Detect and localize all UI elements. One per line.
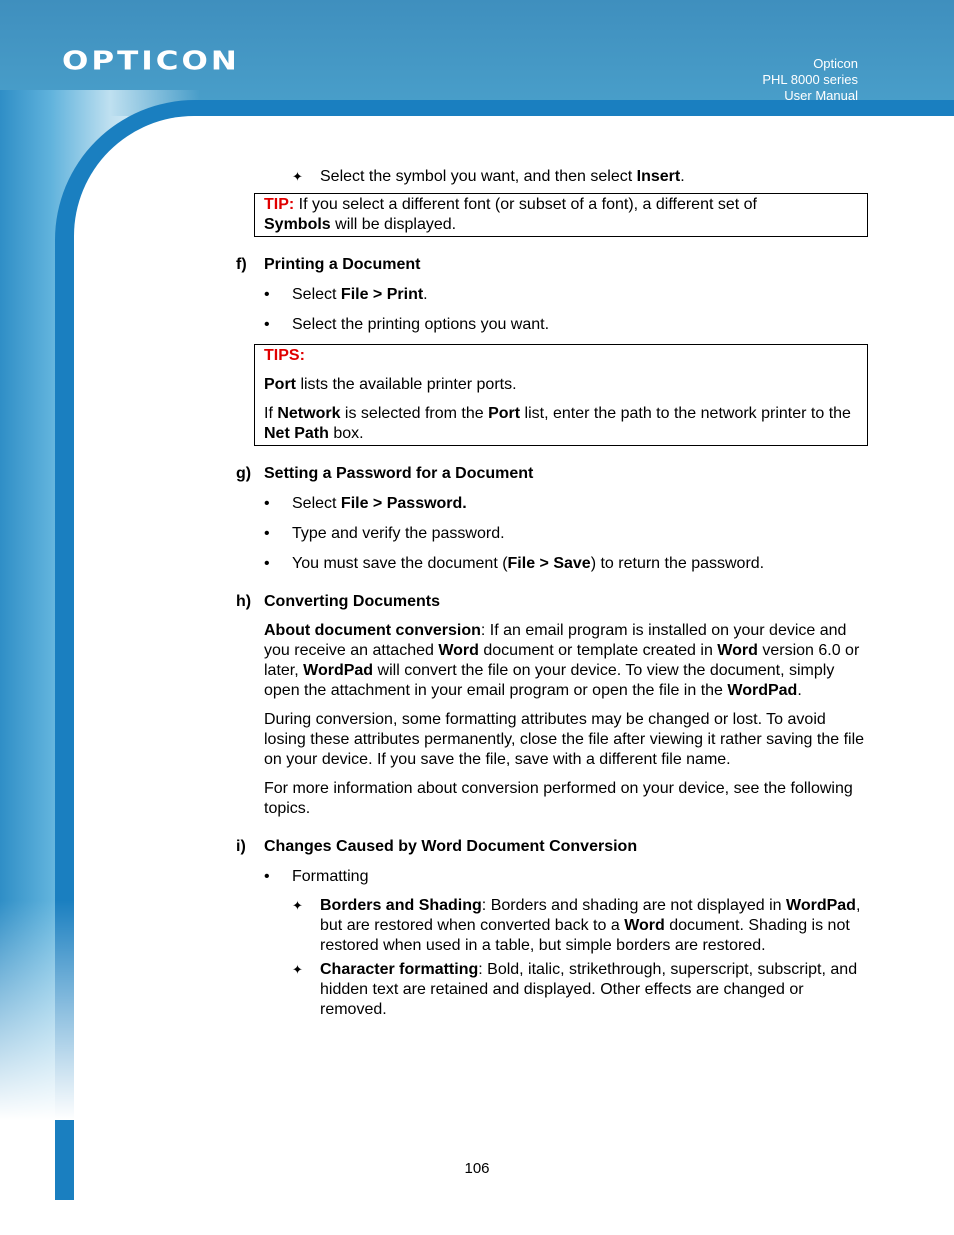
list-item: ✦ Character formatting: Bold, italic, strikethrough, superscript, subscript, and hidden text are retained and displayed. Other effects are changed or removed.	[292, 961, 858, 1018]
section-heading-f: f) Printing a Document	[236, 256, 421, 273]
header-doc-type: User Manual	[784, 88, 858, 103]
document-content	[236, 167, 868, 1024]
bullet-icon: •	[264, 495, 270, 512]
list-item: ✦ Borders and Shading: Borders and shading are not displayed in WordPad, but are restored when converted back to a Word document. Shading is not restored when used in a table, but simple borders are restored.	[292, 897, 861, 954]
star-bullet-icon: ✦	[292, 962, 303, 977]
header-company: Opticon	[813, 56, 858, 71]
side-fade	[0, 900, 200, 1120]
paragraph: For more information about conversion performed on your device, see the following topics.	[264, 780, 853, 817]
bullet-icon: •	[264, 525, 270, 542]
bullet-icon: •	[264, 286, 270, 303]
header-product: PHL 8000 series	[762, 72, 858, 87]
section-heading-g: g) Setting a Password for a Document	[236, 465, 534, 482]
page-number: 106	[464, 1160, 490, 1177]
tip-box: TIP: If you select a different font (or subset of a font), a different set of Symbols will be displayed.	[254, 193, 868, 237]
list-item: • Select File > Password.	[264, 495, 467, 512]
tip-label: TIP:	[264, 196, 295, 213]
header-info	[762, 56, 858, 104]
paragraph: About document conversion: If an email program is installed on your device and you receive an attached Word document or template created in Word version 6.0 or later, WordPad will convert the file on your device. To view the document, simply open the attachment in your email program or open the file in the WordPad.	[264, 622, 860, 699]
list-item: ✦ Select the symbol you want, and then select Insert.	[292, 168, 685, 185]
paragraph: During conversion, some formatting attributes may be changed or lost. To avoid losing these attributes permanently, close the file after viewing it rather saving the file on your device. If you save the file, save with a different file name.	[264, 711, 865, 768]
bullet-icon: •	[264, 868, 270, 885]
section-heading-i: i) Changes Caused by Word Document Conversion	[236, 838, 638, 855]
section-heading-h: h) Converting Documents	[236, 593, 441, 610]
list-item: • Formatting	[264, 868, 369, 885]
list-item: • Type and verify the password.	[264, 525, 505, 542]
star-bullet-icon: ✦	[292, 169, 303, 184]
list-item: • Select File > Print.	[264, 286, 428, 303]
tips-box: TIPS: Port lists the available printer ports. If Network is selected from the Port list, enter the path to the network printer to the Net Path box.	[254, 344, 868, 446]
bullet-icon: •	[264, 316, 270, 333]
opticon-logo: OPTICON	[62, 46, 240, 77]
star-bullet-icon: ✦	[292, 898, 303, 913]
tips-label: TIPS:	[264, 347, 305, 364]
list-item: • Select the printing options you want.	[264, 316, 550, 333]
list-item: • You must save the document (File > Save) to return the password.	[264, 555, 765, 572]
bullet-icon: •	[264, 555, 270, 572]
